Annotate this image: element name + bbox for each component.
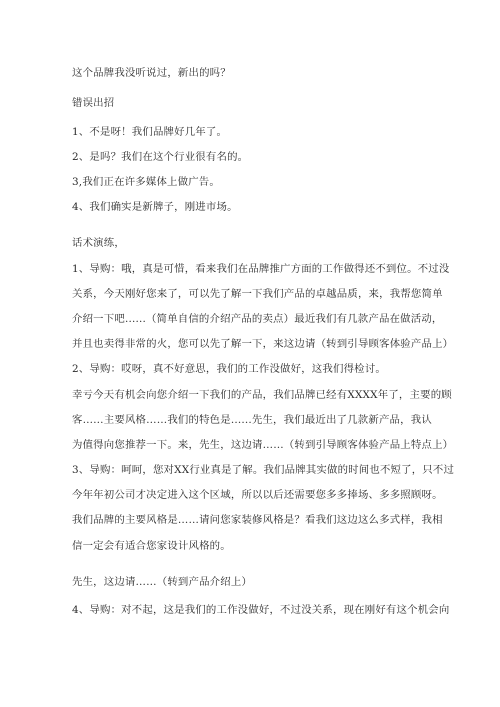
wrong-answer-1: 1、不是呀！我们品牌好几年了。 (72, 126, 228, 138)
drill-line: 3、导购：呵呵，您对XX行业真是了解。我们品牌其实做的时间也不短了，只不过 (72, 464, 455, 476)
drill-heading: 话术演练， (72, 237, 125, 249)
drill-line: 为值得向您推荐一下。来，先生，这边请……（转到引导顾客体验产品上特点上） (72, 439, 454, 451)
drill-line: 先生，这边请……（转到产品介绍上） (72, 576, 253, 588)
drill-line: 并且也卖得非常的火，您可以先了解一下，来这边请（转到引导顾客体验产品上） (72, 338, 454, 350)
drill-line: 客……主要风格……我们的特色是......先生，我们最近出了几款新产品，我认 (72, 414, 432, 426)
wrong-answer-3: 3,我们正在许多媒体上做广告。 (72, 176, 220, 188)
wrong-answer-2: 2、是吗？我们在这个行业很有名的。 (72, 151, 249, 163)
drill-line: 幸亏今天有机会向您介绍一下我们的产品，我们品牌已经有XXXX年了，主要的顾 (72, 389, 452, 401)
drill-line: 介绍一下吧......（简单自信的介绍产品的卖点）最近我们有几款产品在做活动， (72, 313, 443, 325)
drill-line: 信一定会有适合您家设计风格的。 (72, 540, 231, 552)
drill-line: 1、导购：哦，真是可惜，看来我们在品牌推广方面的工作做得还不到位。不过没 (72, 263, 450, 275)
drill-line: 关系，今天刚好您来了，可以先了解一下我们产品的卓越品质，来，我帮您简单 (72, 288, 443, 300)
drill-line: 4、导购：对不起，这是我们的工作没做好，不过没关系，现在刚好有这个机会向 (72, 604, 450, 616)
drill-line: 我们品牌的主要风格是……请问您家装修风格是？看我们这边这么多式样，我相 (72, 514, 443, 526)
drill-line: 2、导购：哎呀，真不好意思，我们的工作没做好，这我们得检讨。 (72, 363, 386, 375)
drill-line: 今年年初公司才决定进入这个区域，所以以后还需要您多多捧场、多多照顾呀。 (72, 489, 443, 501)
wrong-approach-heading: 错误出招 (72, 97, 115, 109)
question-text: 这个品牌我没听说过，新出的吗？ (72, 67, 231, 79)
wrong-answer-4: 4、我们确实是新牌子，刚进市场。 (72, 201, 238, 213)
